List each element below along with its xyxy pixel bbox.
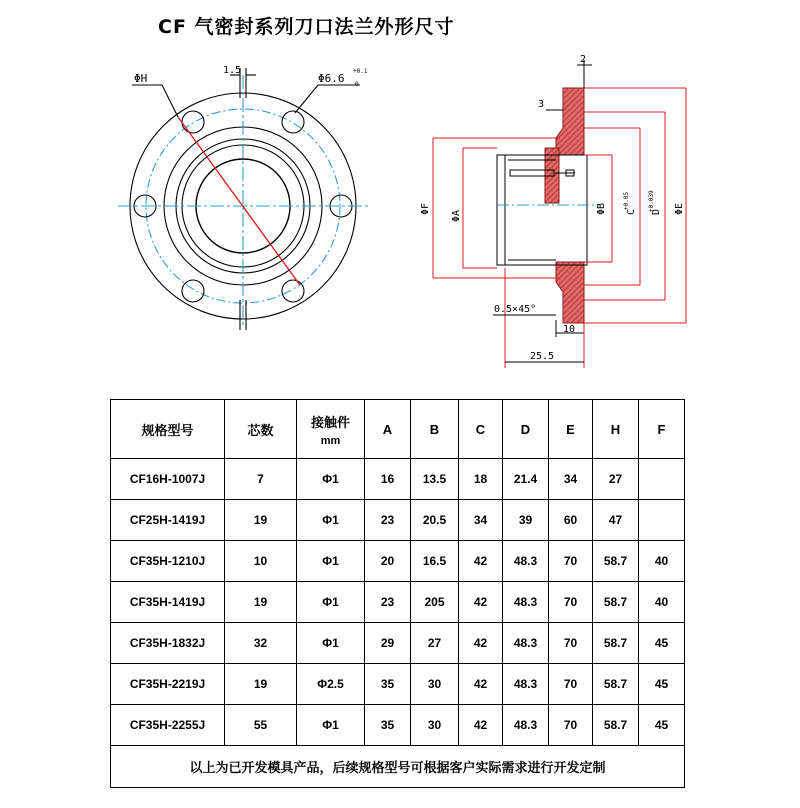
table-cell: 30 <box>411 664 459 705</box>
table-row <box>111 541 685 582</box>
table-cell: 35 <box>365 705 411 746</box>
col-header-contact-unit: mm <box>320 434 341 447</box>
table-row <box>111 705 685 746</box>
table-cell: CF16H-1007J <box>111 459 225 500</box>
col-header-c: C <box>459 400 503 459</box>
table-cell: 30 <box>411 705 459 746</box>
table-cell: 35 <box>365 664 411 705</box>
spec-table <box>110 399 685 788</box>
dim-phi-a: ΦA <box>451 209 462 222</box>
dim-chamfer: 0.5×45° <box>494 304 537 315</box>
dim-c: C <box>626 208 637 215</box>
label-phi-h: ΦH <box>134 72 148 85</box>
dim-phi-f: ΦF <box>420 202 431 215</box>
table-cell: 70 <box>549 623 593 664</box>
table-cell: 42 <box>459 582 503 623</box>
label-phi-hole: Φ6.6 <box>318 72 345 85</box>
dim-25-5: 25.5 <box>530 351 555 362</box>
table-cell: 42 <box>459 664 503 705</box>
table-cell: 19 <box>225 500 297 541</box>
table-cell: 48.3 <box>503 623 549 664</box>
table-cell: 47 <box>593 500 639 541</box>
flange-section-bottom <box>556 262 584 323</box>
table-cell: 32 <box>225 623 297 664</box>
table-cell: CF35H-1419J <box>111 582 225 623</box>
dim-3: 3 <box>538 99 545 110</box>
table-cell: 42 <box>459 705 503 746</box>
table-cell: 39 <box>503 500 549 541</box>
table-cell: CF25H-1419J <box>111 500 225 541</box>
front-view <box>118 68 370 330</box>
dim-c-tol: +0.05 <box>623 191 630 210</box>
bolt-hole <box>282 280 304 302</box>
table-cell: 45 <box>639 623 685 664</box>
table-cell: 34 <box>549 459 593 500</box>
table-cell: Φ1 <box>297 582 365 623</box>
table-cell: 21.4 <box>503 459 549 500</box>
col-header-h: H <box>593 400 639 459</box>
table-cell: 205 <box>411 582 459 623</box>
table-cell: 48.3 <box>503 582 549 623</box>
dim-1-5: 1.5 <box>223 65 242 76</box>
table-row <box>111 664 685 705</box>
table-cell: 16.5 <box>411 541 459 582</box>
col-header-model: 规格型号 <box>111 400 225 459</box>
table-cell: 18 <box>459 459 503 500</box>
table-cell: 10 <box>225 541 297 582</box>
col-header-contact <box>297 400 365 459</box>
table-cell: 48.3 <box>503 705 549 746</box>
table-cell: 7 <box>225 459 297 500</box>
table-cell: 70 <box>549 705 593 746</box>
table-cell: 13.5 <box>411 459 459 500</box>
table-cell: 70 <box>549 582 593 623</box>
table-cell <box>639 459 685 500</box>
table-cell: CF35H-2219J <box>111 664 225 705</box>
table-cell: 58.7 <box>593 541 639 582</box>
table-cell: 58.7 <box>593 582 639 623</box>
dim-phi-b: ΦB <box>596 202 607 215</box>
table-cell: 42 <box>459 623 503 664</box>
table-cell: 58.7 <box>593 664 639 705</box>
table-cell: CF35H-1832J <box>111 623 225 664</box>
table-cell: 27 <box>593 459 639 500</box>
table-cell: 70 <box>549 541 593 582</box>
table-cell: 48.3 <box>503 664 549 705</box>
table-cell: Φ1 <box>297 541 365 582</box>
table-cell: 58.7 <box>593 705 639 746</box>
table-row <box>111 623 685 664</box>
table-cell: 23 <box>365 582 411 623</box>
table-cell: Φ1 <box>297 705 365 746</box>
table-cell: 27 <box>411 623 459 664</box>
table-row <box>111 459 685 500</box>
table-cell: 20.5 <box>411 500 459 541</box>
table-cell: 40 <box>639 582 685 623</box>
table-cell: 40 <box>639 541 685 582</box>
col-header-f: F <box>639 400 685 459</box>
bolt-hole <box>182 111 204 133</box>
dim-d-tol: +0.039 <box>648 190 655 212</box>
table-cell: Φ1 <box>297 459 365 500</box>
bolt-hole <box>182 280 204 302</box>
dim-d: D <box>651 208 662 215</box>
table-cell: Φ1 <box>297 623 365 664</box>
table-cell: Φ1 <box>297 500 365 541</box>
table-cell: 55 <box>225 705 297 746</box>
table-row <box>111 500 685 541</box>
label-hole-tol-low: 0 <box>355 81 359 88</box>
dim-10: 10 <box>563 324 576 335</box>
col-header-cores: 芯数 <box>225 400 297 459</box>
col-header-d: D <box>503 400 549 459</box>
table-cell: CF35H-1210J <box>111 541 225 582</box>
table-cell: 58.7 <box>593 623 639 664</box>
label-hole-tol-up: +0.1 <box>353 68 368 75</box>
col-header-contact-label: 接触件 <box>310 414 350 430</box>
table-cell: 23 <box>365 500 411 541</box>
col-header-a: A <box>365 400 411 459</box>
table-cell: 70 <box>549 664 593 705</box>
bolt-hole <box>282 111 304 133</box>
table-header-row <box>111 400 685 459</box>
table-cell: 19 <box>225 582 297 623</box>
table-cell: Φ2.5 <box>297 664 365 705</box>
col-header-e: E <box>549 400 593 459</box>
dim-2: 2 <box>580 54 587 65</box>
side-view <box>433 60 686 368</box>
flange-section-top <box>556 88 584 155</box>
technical-drawing <box>0 0 800 395</box>
table-cell: 19 <box>225 664 297 705</box>
table-cell <box>639 500 685 541</box>
table-cell: 29 <box>365 623 411 664</box>
table-cell: 45 <box>639 705 685 746</box>
col-header-b: B <box>411 400 459 459</box>
table-row <box>111 582 685 623</box>
table-cell: 42 <box>459 541 503 582</box>
table-cell: 34 <box>459 500 503 541</box>
table-cell: 16 <box>365 459 411 500</box>
table-cell: 45 <box>639 664 685 705</box>
table-footer-note: 以上为已开发模具产品，后续规格型号可根据客户实际需求进行开发定制 <box>111 746 685 788</box>
table-footer-row <box>111 746 685 788</box>
page-title: CF 气密封系列刀口法兰外形尺寸 <box>158 16 455 38</box>
table-cell: CF35H-2255J <box>111 705 225 746</box>
table-cell: 20 <box>365 541 411 582</box>
table-cell: 48.3 <box>503 541 549 582</box>
dim-phi-e: ΦE <box>674 202 685 215</box>
table-cell: 60 <box>549 500 593 541</box>
